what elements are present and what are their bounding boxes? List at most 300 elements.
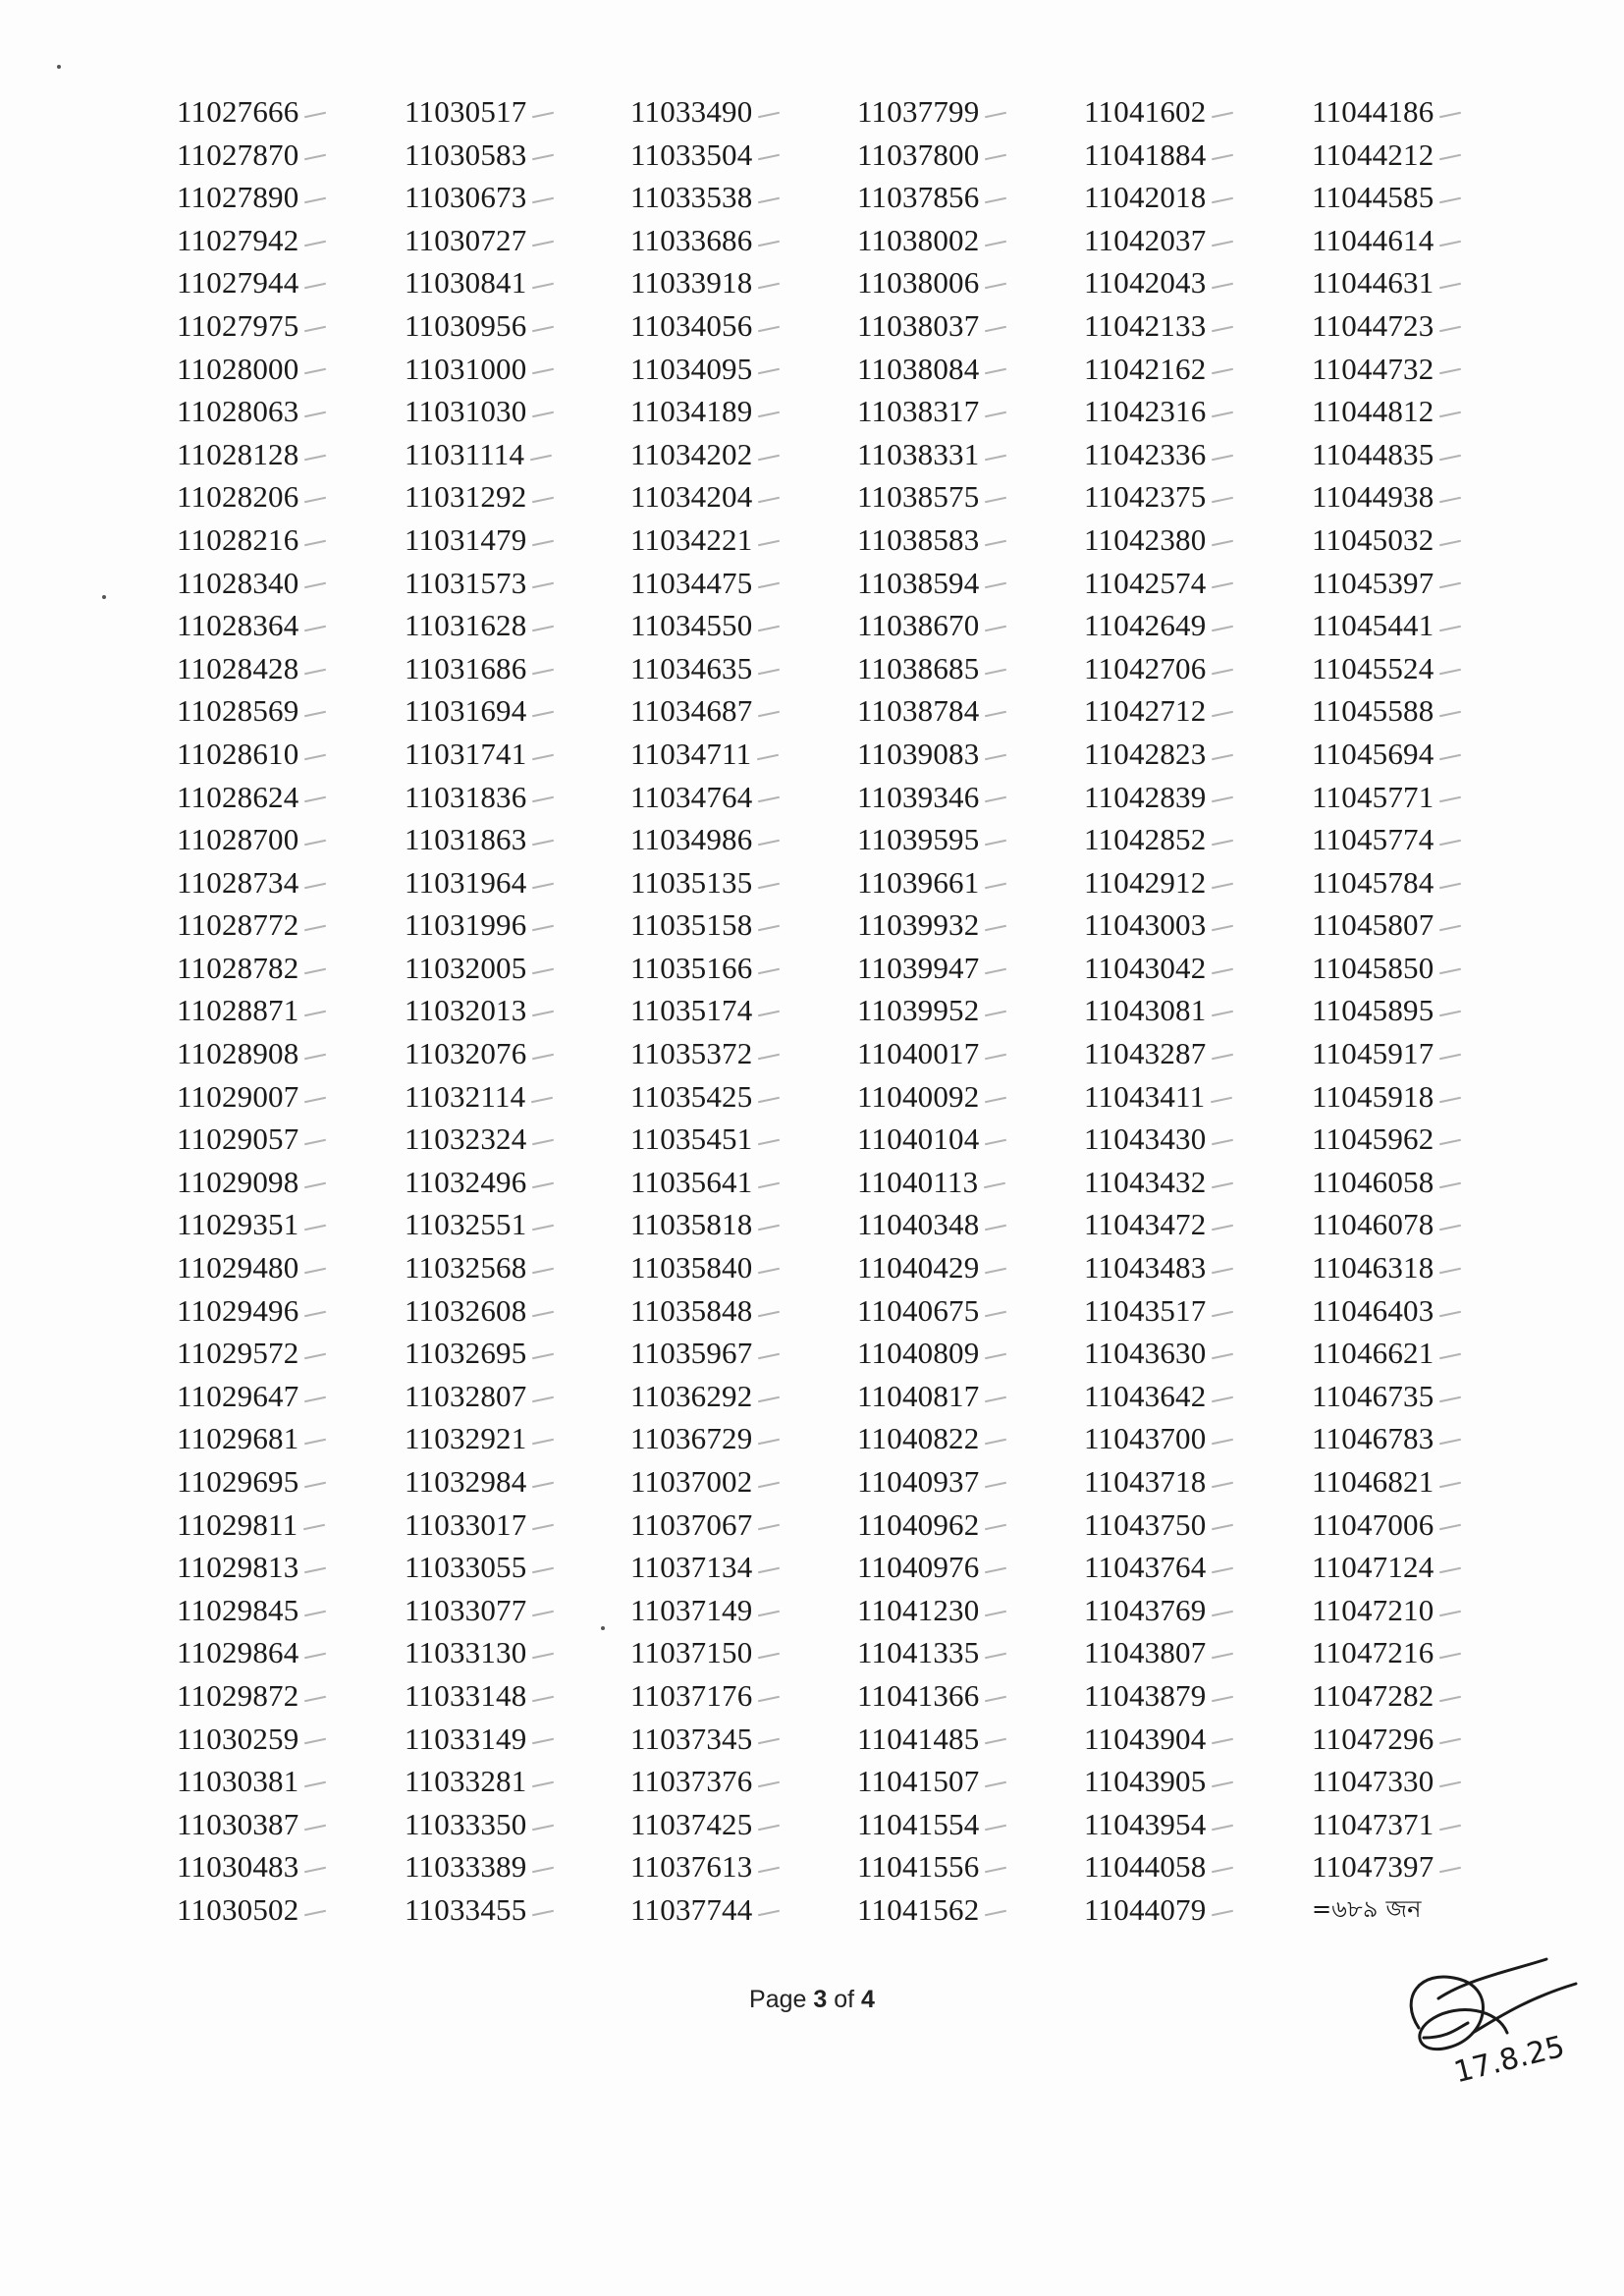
roll-number-text: 11027942 xyxy=(177,222,299,257)
check-mark-icon xyxy=(985,796,1006,803)
roll-number xyxy=(1312,903,1518,947)
check-mark-icon xyxy=(758,1824,780,1831)
roll-number xyxy=(1084,433,1290,476)
check-mark-icon xyxy=(758,582,780,589)
roll-number-text: 11041602 xyxy=(1084,94,1207,129)
roll-number-text: 11032608 xyxy=(405,1292,527,1328)
check-mark-icon xyxy=(1212,326,1233,333)
roll-number xyxy=(1312,519,1518,562)
roll-number-text: 11028128 xyxy=(177,436,299,471)
roll-number-text: 11029695 xyxy=(177,1464,299,1499)
check-mark-icon xyxy=(304,326,326,333)
roll-number-text: 11044079 xyxy=(1084,1891,1207,1927)
check-mark-icon xyxy=(532,197,554,204)
roll-number xyxy=(630,1888,837,1932)
check-mark-icon xyxy=(758,1910,780,1917)
roll-number-text: 11035641 xyxy=(630,1164,753,1199)
roll-number xyxy=(177,176,383,219)
check-mark-icon xyxy=(1439,1653,1461,1660)
check-mark-icon xyxy=(304,582,326,589)
roll-number xyxy=(857,689,1063,733)
roll-number xyxy=(1312,562,1518,605)
roll-number xyxy=(630,90,837,134)
roll-number xyxy=(1084,390,1290,433)
roll-number-text: 11042839 xyxy=(1084,779,1207,814)
roll-number xyxy=(177,1289,383,1333)
check-mark-icon xyxy=(304,925,326,932)
roll-number xyxy=(857,1332,1063,1375)
roll-number xyxy=(630,1075,837,1119)
number-column-1 xyxy=(177,90,383,1932)
roll-number xyxy=(1312,1845,1518,1888)
roll-number-text: 11045771 xyxy=(1312,779,1435,814)
roll-number-text: 11029098 xyxy=(177,1164,299,1199)
number-column-6 xyxy=(1312,90,1518,1932)
roll-number-text: 11037799 xyxy=(857,94,980,129)
check-mark-icon xyxy=(1212,1011,1233,1017)
check-mark-icon xyxy=(1439,454,1461,461)
roll-number xyxy=(1312,1118,1518,1161)
check-mark-icon xyxy=(758,1268,780,1275)
roll-number xyxy=(405,1803,611,1846)
roll-number-text: 11044938 xyxy=(1312,479,1435,515)
check-mark-icon xyxy=(985,1867,1006,1874)
roll-number xyxy=(630,604,837,647)
roll-number xyxy=(405,1289,611,1333)
roll-number-text: 11031573 xyxy=(405,565,527,600)
check-mark-icon xyxy=(1212,1653,1233,1660)
check-mark-icon xyxy=(1212,968,1233,975)
roll-number-text: 11041884 xyxy=(1084,137,1207,172)
check-mark-icon xyxy=(758,197,780,204)
check-mark-icon xyxy=(304,154,326,161)
check-mark-icon xyxy=(532,796,554,803)
check-mark-icon xyxy=(532,1610,554,1616)
roll-number-text: 11028206 xyxy=(177,479,299,515)
check-mark-icon xyxy=(985,754,1006,761)
check-mark-icon xyxy=(1439,197,1461,204)
roll-number-text: 11040937 xyxy=(857,1464,980,1499)
roll-number-text: 11037002 xyxy=(630,1464,753,1499)
check-mark-icon xyxy=(304,1139,326,1146)
roll-number-text: 11029872 xyxy=(177,1677,299,1713)
roll-number xyxy=(177,1674,383,1718)
roll-number-text: 11031030 xyxy=(405,394,527,429)
roll-number xyxy=(405,1203,611,1246)
roll-number xyxy=(1312,304,1518,348)
roll-number-text: 11042336 xyxy=(1084,436,1207,471)
roll-number xyxy=(1312,689,1518,733)
roll-number xyxy=(857,1718,1063,1761)
check-mark-icon xyxy=(532,1439,554,1446)
roll-number xyxy=(630,1760,837,1803)
roll-number xyxy=(857,903,1063,947)
roll-number-text: 11034202 xyxy=(630,436,753,471)
roll-number-text: 11042043 xyxy=(1084,265,1207,301)
check-mark-icon xyxy=(758,1867,780,1874)
roll-number-text: 11028734 xyxy=(177,864,299,900)
roll-number xyxy=(857,519,1063,562)
roll-number xyxy=(177,134,383,177)
roll-number xyxy=(1084,90,1290,134)
roll-number-text: 11031863 xyxy=(405,822,527,857)
roll-number-text: 11034095 xyxy=(630,351,753,386)
scan-speck xyxy=(601,1626,605,1630)
roll-number-text: 11041230 xyxy=(857,1592,980,1627)
roll-number xyxy=(177,647,383,690)
roll-number-text: 11037376 xyxy=(630,1764,753,1799)
roll-number-text: 11028782 xyxy=(177,950,299,985)
check-mark-icon xyxy=(1212,1439,1233,1446)
check-mark-icon xyxy=(532,1867,554,1874)
check-mark-icon xyxy=(1212,1696,1233,1703)
roll-number-text: 11043764 xyxy=(1084,1550,1207,1585)
check-mark-icon xyxy=(532,626,554,632)
check-mark-icon xyxy=(1439,540,1461,547)
roll-number-text: 11035425 xyxy=(630,1078,753,1114)
roll-number-text: 11032076 xyxy=(405,1036,527,1071)
check-mark-icon xyxy=(1439,1054,1461,1061)
roll-number-text: 11039947 xyxy=(857,950,980,985)
roll-number-text: 11030387 xyxy=(177,1806,299,1841)
roll-number xyxy=(405,647,611,690)
check-mark-icon xyxy=(304,1867,326,1874)
roll-number-text: 11032921 xyxy=(405,1421,527,1456)
roll-number xyxy=(177,776,383,819)
check-mark-icon xyxy=(304,1395,326,1402)
roll-number-text: 11041556 xyxy=(857,1849,980,1885)
check-mark-icon xyxy=(1439,1482,1461,1489)
roll-number xyxy=(1312,647,1518,690)
check-mark-icon xyxy=(304,1310,326,1317)
roll-number xyxy=(405,1118,611,1161)
roll-number-text: 11029496 xyxy=(177,1292,299,1328)
check-mark-icon xyxy=(1439,1310,1461,1317)
roll-number xyxy=(857,348,1063,391)
check-mark-icon xyxy=(1212,454,1233,461)
roll-number xyxy=(1312,1246,1518,1289)
roll-number xyxy=(177,519,383,562)
roll-number xyxy=(405,1845,611,1888)
roll-number-text: 11035451 xyxy=(630,1121,753,1157)
check-mark-icon xyxy=(758,1567,780,1574)
check-mark-icon xyxy=(304,754,326,761)
roll-number xyxy=(1312,475,1518,519)
roll-number xyxy=(177,1589,383,1632)
check-mark-icon xyxy=(304,240,326,246)
check-mark-icon xyxy=(758,882,780,889)
roll-number xyxy=(405,1075,611,1119)
roll-number-text: 11044631 xyxy=(1312,265,1435,301)
check-mark-icon xyxy=(985,540,1006,547)
roll-number xyxy=(857,562,1063,605)
roll-number xyxy=(405,348,611,391)
roll-number xyxy=(177,1760,383,1803)
roll-number xyxy=(1084,1289,1290,1333)
roll-number xyxy=(630,776,837,819)
roll-number xyxy=(1312,1718,1518,1761)
check-mark-icon xyxy=(304,1910,326,1917)
check-mark-icon xyxy=(532,240,554,246)
check-mark-icon xyxy=(985,1439,1006,1446)
roll-number-text: 11041335 xyxy=(857,1635,980,1670)
roll-number-text: 11034711 xyxy=(630,736,752,771)
roll-number-text: 11033350 xyxy=(405,1806,527,1841)
check-mark-icon xyxy=(530,454,552,461)
roll-number-text: 11045397 xyxy=(1312,565,1435,600)
roll-number-text: 11045962 xyxy=(1312,1121,1435,1157)
roll-number xyxy=(1084,1845,1290,1888)
check-mark-icon xyxy=(985,1310,1006,1317)
roll-number-text: 11029864 xyxy=(177,1635,299,1670)
roll-number-text: 11038084 xyxy=(857,351,980,386)
check-mark-icon xyxy=(758,626,780,632)
roll-number-text: 11027975 xyxy=(177,307,299,343)
roll-number-text: 11030727 xyxy=(405,222,527,257)
check-mark-icon xyxy=(304,1353,326,1360)
check-mark-icon xyxy=(758,1439,780,1446)
check-mark-icon xyxy=(304,711,326,718)
roll-number xyxy=(857,1289,1063,1333)
check-mark-icon xyxy=(985,326,1006,333)
roll-number xyxy=(630,818,837,861)
check-mark-icon xyxy=(304,668,326,675)
check-mark-icon xyxy=(758,283,780,290)
check-mark-icon xyxy=(758,1738,780,1745)
check-mark-icon xyxy=(532,326,554,333)
roll-number-text: 11035967 xyxy=(630,1336,753,1371)
roll-number-text: 11032324 xyxy=(405,1121,527,1157)
check-mark-icon xyxy=(1439,1696,1461,1703)
roll-number-text: 11033017 xyxy=(405,1506,527,1542)
roll-number-text: 11044732 xyxy=(1312,351,1435,386)
check-mark-icon xyxy=(304,1653,326,1660)
roll-number-text: 11038002 xyxy=(857,222,980,257)
roll-number-text: 11033538 xyxy=(630,180,753,215)
roll-number-text: 11029813 xyxy=(177,1550,299,1585)
roll-number-text: 11043042 xyxy=(1084,950,1207,985)
check-mark-icon xyxy=(1439,1268,1461,1275)
check-mark-icon xyxy=(985,1139,1006,1146)
check-mark-icon xyxy=(532,1696,554,1703)
roll-number xyxy=(1084,604,1290,647)
roll-number xyxy=(177,433,383,476)
roll-number xyxy=(1084,519,1290,562)
roll-number-text: 11047397 xyxy=(1312,1849,1435,1885)
check-mark-icon xyxy=(532,497,554,504)
roll-number-text: 11046403 xyxy=(1312,1292,1435,1328)
roll-number xyxy=(1312,1417,1518,1460)
roll-number xyxy=(177,689,383,733)
roll-number xyxy=(405,562,611,605)
roll-number xyxy=(1084,689,1290,733)
roll-number-text: 11042316 xyxy=(1084,394,1207,429)
check-mark-icon xyxy=(1439,1395,1461,1402)
roll-number xyxy=(1312,1503,1518,1547)
roll-number-text: 11032984 xyxy=(405,1464,527,1499)
roll-number xyxy=(857,304,1063,348)
check-mark-icon xyxy=(758,1096,780,1103)
roll-number-text: 11042380 xyxy=(1084,521,1207,557)
roll-number xyxy=(857,261,1063,304)
roll-number xyxy=(1084,219,1290,262)
roll-number xyxy=(857,90,1063,134)
check-mark-icon xyxy=(985,968,1006,975)
check-mark-icon xyxy=(303,1524,325,1531)
roll-number xyxy=(630,1503,837,1547)
roll-number xyxy=(177,1375,383,1418)
roll-number xyxy=(405,989,611,1032)
roll-number xyxy=(1084,1417,1290,1460)
check-mark-icon xyxy=(532,668,554,675)
roll-number-text: 11047210 xyxy=(1312,1592,1435,1627)
roll-number xyxy=(405,1589,611,1632)
check-mark-icon xyxy=(532,1567,554,1574)
roll-number xyxy=(405,1888,611,1932)
check-mark-icon xyxy=(758,497,780,504)
check-mark-icon xyxy=(1439,1610,1461,1616)
roll-number xyxy=(177,475,383,519)
footer-current-page: 3 xyxy=(813,1986,828,2013)
roll-number-text: 11037176 xyxy=(630,1677,753,1713)
check-mark-icon xyxy=(532,1653,554,1660)
check-mark-icon xyxy=(1439,840,1461,847)
roll-number-text: 11034635 xyxy=(630,650,753,685)
check-mark-icon xyxy=(532,1225,554,1231)
check-mark-icon xyxy=(1439,1011,1461,1017)
roll-number-text: 11040104 xyxy=(857,1121,980,1157)
check-mark-icon xyxy=(985,582,1006,589)
roll-number-text: 11034204 xyxy=(630,479,753,515)
roll-number-text: 11044835 xyxy=(1312,436,1435,471)
roll-number xyxy=(177,1718,383,1761)
check-mark-icon xyxy=(1212,1268,1233,1275)
check-mark-icon xyxy=(532,411,554,418)
roll-number-text: 11032568 xyxy=(405,1250,527,1285)
roll-number xyxy=(405,818,611,861)
check-mark-icon xyxy=(532,1824,554,1831)
roll-number xyxy=(177,733,383,776)
roll-number xyxy=(1084,348,1290,391)
check-mark-icon xyxy=(1212,1225,1233,1231)
check-mark-icon xyxy=(304,1567,326,1574)
roll-number xyxy=(857,1845,1063,1888)
check-mark-icon xyxy=(304,1482,326,1489)
roll-number xyxy=(857,390,1063,433)
check-mark-icon xyxy=(985,112,1006,119)
roll-number-text: 11043642 xyxy=(1084,1378,1207,1413)
check-mark-icon xyxy=(985,497,1006,504)
check-mark-icon xyxy=(532,1482,554,1489)
roll-number-text: 11043003 xyxy=(1084,907,1207,943)
roll-number xyxy=(1312,1161,1518,1204)
roll-number xyxy=(1312,604,1518,647)
check-mark-icon xyxy=(304,1439,326,1446)
roll-number xyxy=(1312,176,1518,219)
roll-number-text: 11030841 xyxy=(405,265,527,301)
roll-number xyxy=(1084,1375,1290,1418)
check-mark-icon xyxy=(985,1268,1006,1275)
roll-number-text: 11042823 xyxy=(1084,736,1207,771)
roll-number xyxy=(1312,261,1518,304)
check-mark-icon xyxy=(1212,1567,1233,1574)
check-mark-icon xyxy=(1439,368,1461,375)
roll-number-text: 11028772 xyxy=(177,907,299,943)
roll-number-text: 11038784 xyxy=(857,693,980,729)
check-mark-icon xyxy=(532,711,554,718)
roll-number-text: 11043517 xyxy=(1084,1292,1207,1328)
roll-number-text: 11028871 xyxy=(177,993,299,1028)
roll-number-text: 11045918 xyxy=(1312,1078,1435,1114)
footer-middle: of xyxy=(827,1986,862,2013)
roll-number-text: 11043954 xyxy=(1084,1806,1207,1841)
check-mark-icon xyxy=(1439,882,1461,889)
roll-number-text: 11035158 xyxy=(630,907,753,943)
roll-number-text: 11027666 xyxy=(177,94,299,129)
check-mark-icon xyxy=(532,154,554,161)
check-mark-icon xyxy=(1439,1567,1461,1574)
check-mark-icon xyxy=(304,840,326,847)
roll-number xyxy=(630,989,837,1032)
roll-number-text: 11045917 xyxy=(1312,1036,1435,1071)
roll-number-text: 11034056 xyxy=(630,307,753,343)
roll-number xyxy=(405,1332,611,1375)
roll-number xyxy=(1084,1075,1290,1119)
roll-number xyxy=(857,1546,1063,1589)
check-mark-icon xyxy=(1439,1439,1461,1446)
roll-number xyxy=(630,475,837,519)
roll-number-text: 11029811 xyxy=(177,1506,298,1542)
roll-number-text: 11039661 xyxy=(857,864,980,900)
roll-number-text: 11033148 xyxy=(405,1677,527,1713)
check-mark-icon xyxy=(758,1524,780,1531)
roll-number xyxy=(857,818,1063,861)
check-mark-icon xyxy=(531,1096,553,1103)
roll-number xyxy=(177,562,383,605)
roll-number-text: 11028000 xyxy=(177,351,299,386)
roll-number xyxy=(1312,1075,1518,1119)
check-mark-icon xyxy=(758,1482,780,1489)
roll-number xyxy=(630,733,837,776)
check-mark-icon xyxy=(758,154,780,161)
check-mark-icon xyxy=(1212,1524,1233,1531)
roll-number-text: 11035848 xyxy=(630,1292,753,1328)
roll-number-text: 11038575 xyxy=(857,479,980,515)
roll-number-text: 11043807 xyxy=(1084,1635,1207,1670)
check-mark-icon xyxy=(985,1353,1006,1360)
roll-number-text: 11033490 xyxy=(630,94,753,129)
roll-number-text: 11046735 xyxy=(1312,1378,1435,1413)
roll-number xyxy=(630,1845,837,1888)
check-mark-icon xyxy=(532,1054,554,1061)
roll-number xyxy=(1312,1460,1518,1503)
roll-number-text: 11037345 xyxy=(630,1721,753,1756)
roll-number xyxy=(1312,1332,1518,1375)
check-mark-icon xyxy=(1212,1310,1233,1317)
roll-number xyxy=(1312,433,1518,476)
roll-number xyxy=(177,1888,383,1932)
roll-number-text: 11047124 xyxy=(1312,1550,1435,1585)
roll-number-text: 11033389 xyxy=(405,1849,527,1885)
roll-number xyxy=(857,219,1063,262)
check-mark-icon xyxy=(1212,1395,1233,1402)
roll-number-text: 11034550 xyxy=(630,608,753,643)
check-mark-icon xyxy=(1212,1353,1233,1360)
roll-number xyxy=(857,134,1063,177)
check-mark-icon xyxy=(758,1225,780,1231)
roll-number xyxy=(857,1503,1063,1547)
roll-number xyxy=(630,1803,837,1846)
